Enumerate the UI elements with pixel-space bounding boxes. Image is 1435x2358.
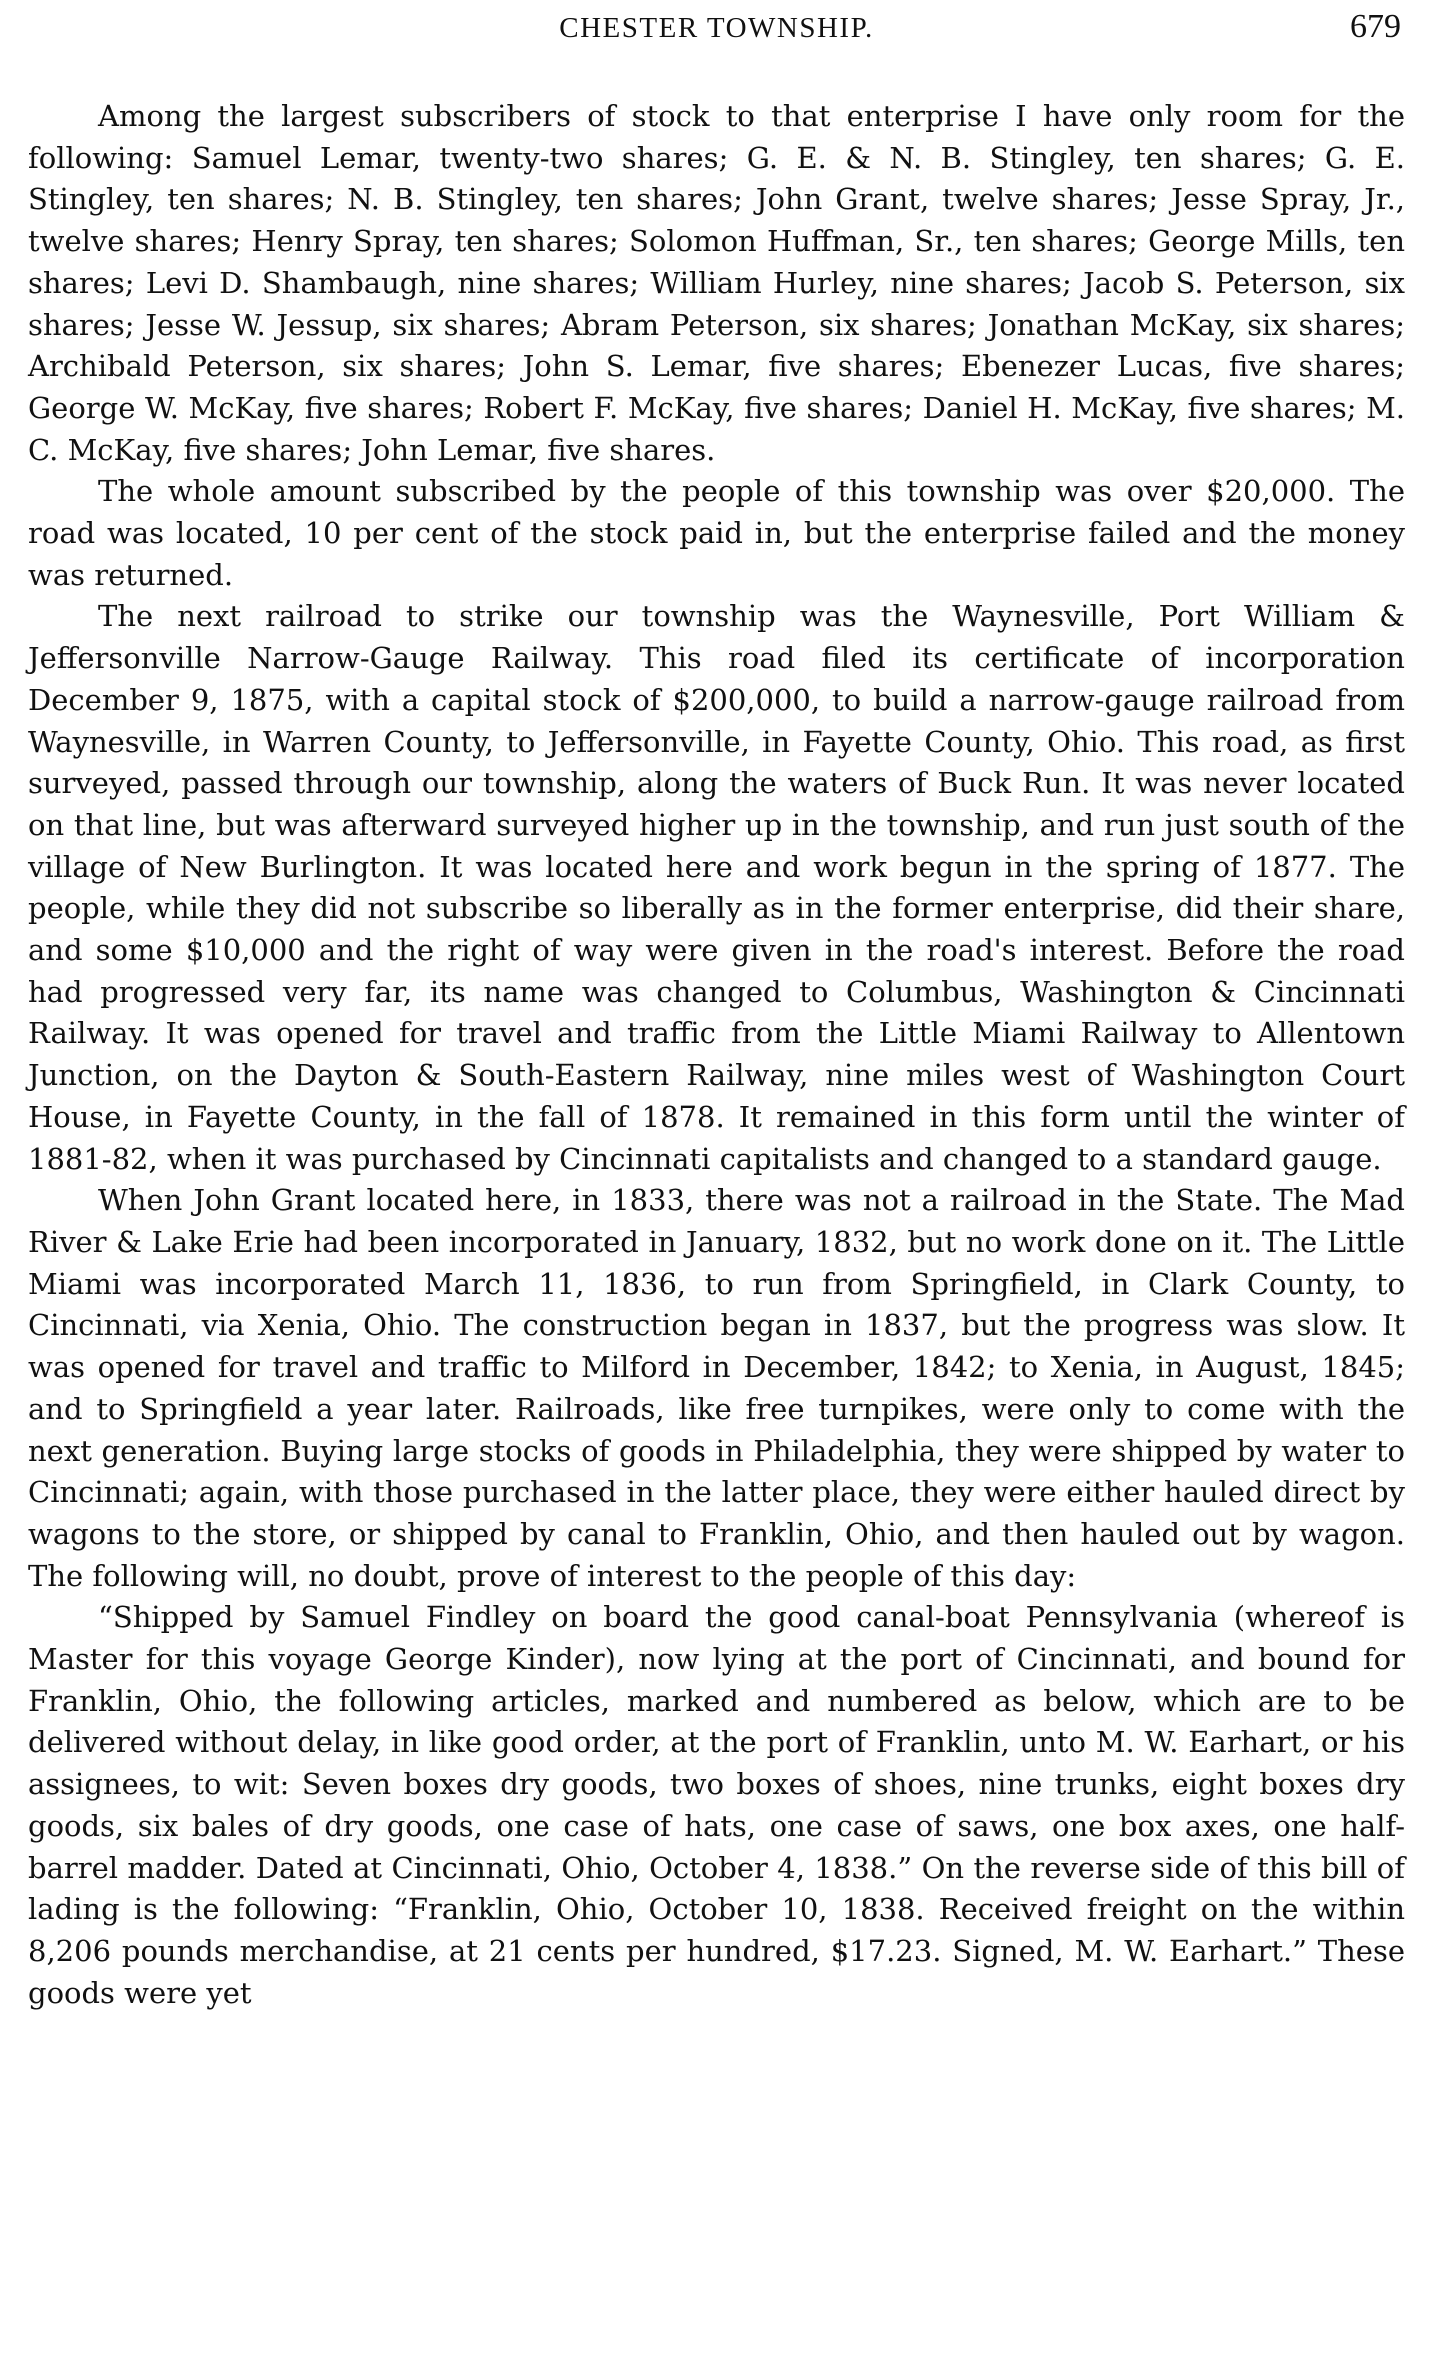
paragraph-amount-subscribed: The whole amount subscribed by the people of this township was over $20,000. The road was located, 10 per cent of the stock paid in, but the enterprise failed and the money was returned. (28, 474, 1405, 592)
paragraph-subscribers: Among the largest subscribers of stock to that enterprise I have only room for the following: Samuel Lemar, twenty-two shares; G. E. & N. B. Stingley, ten shares; G. E. Stingley, ten shares; N. B. Stingley, ten shares; John Grant, twelve shares; Jesse Spray, Jr., twelve shares; Henry Spray, ten shares; Solomon Huffman, Sr., ten shares; George Mills, ten shares; Levi D. Shambaugh, nine shares; William Hurley, nine shares; Jacob S. Peterson, six shares; Jesse W. Jessup, six shares; Abram Peterson, six shares; Jonathan McKay, six shares; Archibald Peterson, six shares; John S. Lemar, five shares; Ebenezer Lucas, five shares; George W. McKay, five shares; Robert F. McKay, five shares; Daniel H. McKay, five shares; M. C. McKay, five shares; John Lemar, five shares. (28, 99, 1405, 467)
running-header (28, 8, 1405, 60)
page-number: 679 (1350, 8, 1401, 45)
paragraph-bill-of-lading: “Shipped by Samuel Findley on board the good canal-boat Pennsylvania (whereof is Master for this voyage George Kinder), now lying at the port of Cincinnati, and bound for Franklin, Ohio, the following articles, marked and numbered as below, which are to be delivered without delay, in like good order, at the port of Franklin, unto M. W. Earhart, or his assignees, to wit: Seven boxes dry goods, two boxes of shoes, nine trunks, eight boxes dry goods, six bales of dry goods, one case of hats, one case of saws, one box axes, one half-barrel madder. Dated at Cincinnati, Ohio, October 4, 1838.” On the reverse side of this bill of lading is the following: “Franklin, Ohio, October 10, 1838. Received freight on the within 8,206 pounds merchandise, at 21 cents per hundred, $17.23. Signed, M. W. Earhart.” These goods were yet (28, 1600, 1405, 2010)
page-body (28, 96, 1405, 2014)
running-title: CHESTER TOWNSHIP. (559, 12, 874, 44)
paragraph-john-grant: When John Grant located here, in 1833, there was not a railroad in the State. The Mad River & Lake Erie had been incorporated in January, 1832, but no work done on it. The Little Miami was incorporated March 11, 1836, to run from Springfield, in Clark County, to Cincinnati, via Xenia, Ohio. The construction began in 1837, but the progress was slow. It was opened for travel and traffic to Milford in December, 1842; to Xenia, in August, 1845; and to Springfield a year later. Railroads, like free turnpikes, were only to come with the next generation. Buying large stocks of goods in Philadelphia, they were shipped by water to Cincinnati; again, with those purchased in the latter place, they were either hauled direct by wagons to the store, or shipped by canal to Franklin, Ohio, and then hauled out by wagon. The following will, no doubt, prove of interest to the people of this day: (28, 1183, 1405, 1593)
paragraph-narrow-gauge-railway: The next railroad to strike our township was the Waynesville, Port William & Jeffersonville Narrow-Gauge Railway. This road filed its certificate of incorporation December 9, 1875, with a capital stock of $200,000, to build a narrow-gauge railroad from Waynesville, in Warren County, to Jeffersonville, in Fayette County, Ohio. This road, as first surveyed, passed through our township, along the waters of Buck Run. It was never located on that line, but was afterward surveyed higher up in the township, and run just south of the village of New Burlington. It was located here and work begun in the spring of 1877. The people, while they did not subscribe so liberally as in the former enterprise, did their share, and some $10,000 and the right of way were given in the road's interest. Before the road had progressed very far, its name was changed to Columbus, Washington & Cincinnati Railway. It was opened for travel and traffic from the Little Miami Railway to Allentown Junction, on the Dayton & South-Eastern Railway, nine miles west of Washington Court House, in Fayette County, in the fall of 1878. It remained in this form until the winter of 1881-82, when it was purchased by Cincinnati capitalists and changed to a standard gauge. (28, 599, 1405, 1176)
